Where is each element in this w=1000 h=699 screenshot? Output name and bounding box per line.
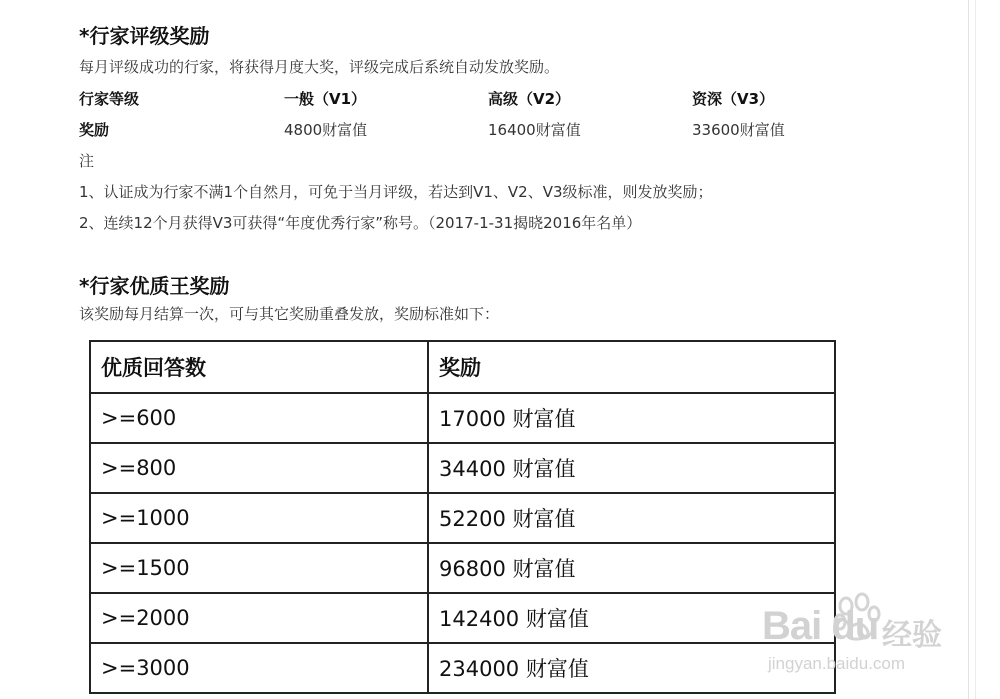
- table-cell-threshold: >=2000: [90, 593, 428, 643]
- table-header-row: [90, 341, 835, 393]
- baidu-jingyan-watermark: [762, 592, 972, 687]
- table-cell-reward: 52200 财富值: [428, 493, 835, 543]
- note-label: 注: [79, 152, 95, 170]
- table-cell-reward: 34400 财富值: [428, 443, 835, 493]
- table-header-answers: 优质回答数: [90, 341, 428, 393]
- level-v2: 高级（V2）: [488, 90, 571, 108]
- table-cell-reward: 96800 财富值: [428, 543, 835, 593]
- table-cell-threshold: >=1000: [90, 493, 428, 543]
- right-border-line-2: [975, 0, 976, 699]
- table-row: [90, 543, 835, 593]
- watermark-cn: 经验: [882, 618, 942, 653]
- table-header-reward: 奖励: [428, 341, 835, 393]
- reward-v1: 4800财富值: [284, 121, 368, 139]
- level-v1: 一般（V1）: [284, 90, 367, 108]
- table-cell-threshold: >=800: [90, 443, 428, 493]
- reward-v2: 16400财富值: [488, 121, 581, 139]
- reward-v3: 33600财富值: [692, 121, 785, 139]
- note-item-1: 1、认证成为行家不满1个自然月，可免于当月评级，若达到V1、V2、V3级标准，则发放奖励；: [79, 183, 713, 201]
- table-cell-reward: 17000 财富值: [428, 393, 835, 443]
- table-cell-threshold: >=3000: [90, 643, 428, 693]
- table-cell-reward: 142400 财富值: [428, 593, 835, 643]
- table-cell-threshold: >=600: [90, 393, 428, 443]
- level-row-label: 行家等级: [79, 90, 140, 108]
- table-row: [90, 643, 835, 693]
- table-row: [90, 443, 835, 493]
- section2-title: *行家优质王奖励: [79, 274, 230, 298]
- watermark-brand: Bai du: [762, 604, 879, 648]
- table-row: [90, 493, 835, 543]
- table-cell-threshold: >=1500: [90, 543, 428, 593]
- reward-row-label: 奖励: [79, 121, 110, 139]
- table-row: [90, 393, 835, 443]
- section1-title: *行家评级奖励: [79, 24, 210, 48]
- table-row: [90, 593, 835, 643]
- section2-description: 该奖励每月结算一次，可与其它奖励重叠发放，奖励标准如下：: [79, 305, 500, 323]
- section1-description: 每月评级成功的行家，将获得月度大奖，评级完成后系统自动发放奖励。: [79, 58, 560, 76]
- watermark-url: jingyan.baidu.com: [768, 654, 906, 673]
- reward-table: [89, 340, 836, 694]
- note-item-2: 2、连续12个月获得V3可获得“年度优秀行家”称号。（2017-1-31揭晓2016年名单）: [79, 214, 642, 232]
- table-cell-reward: 234000 财富值: [428, 643, 835, 693]
- level-v3: 资深（V3）: [692, 90, 775, 108]
